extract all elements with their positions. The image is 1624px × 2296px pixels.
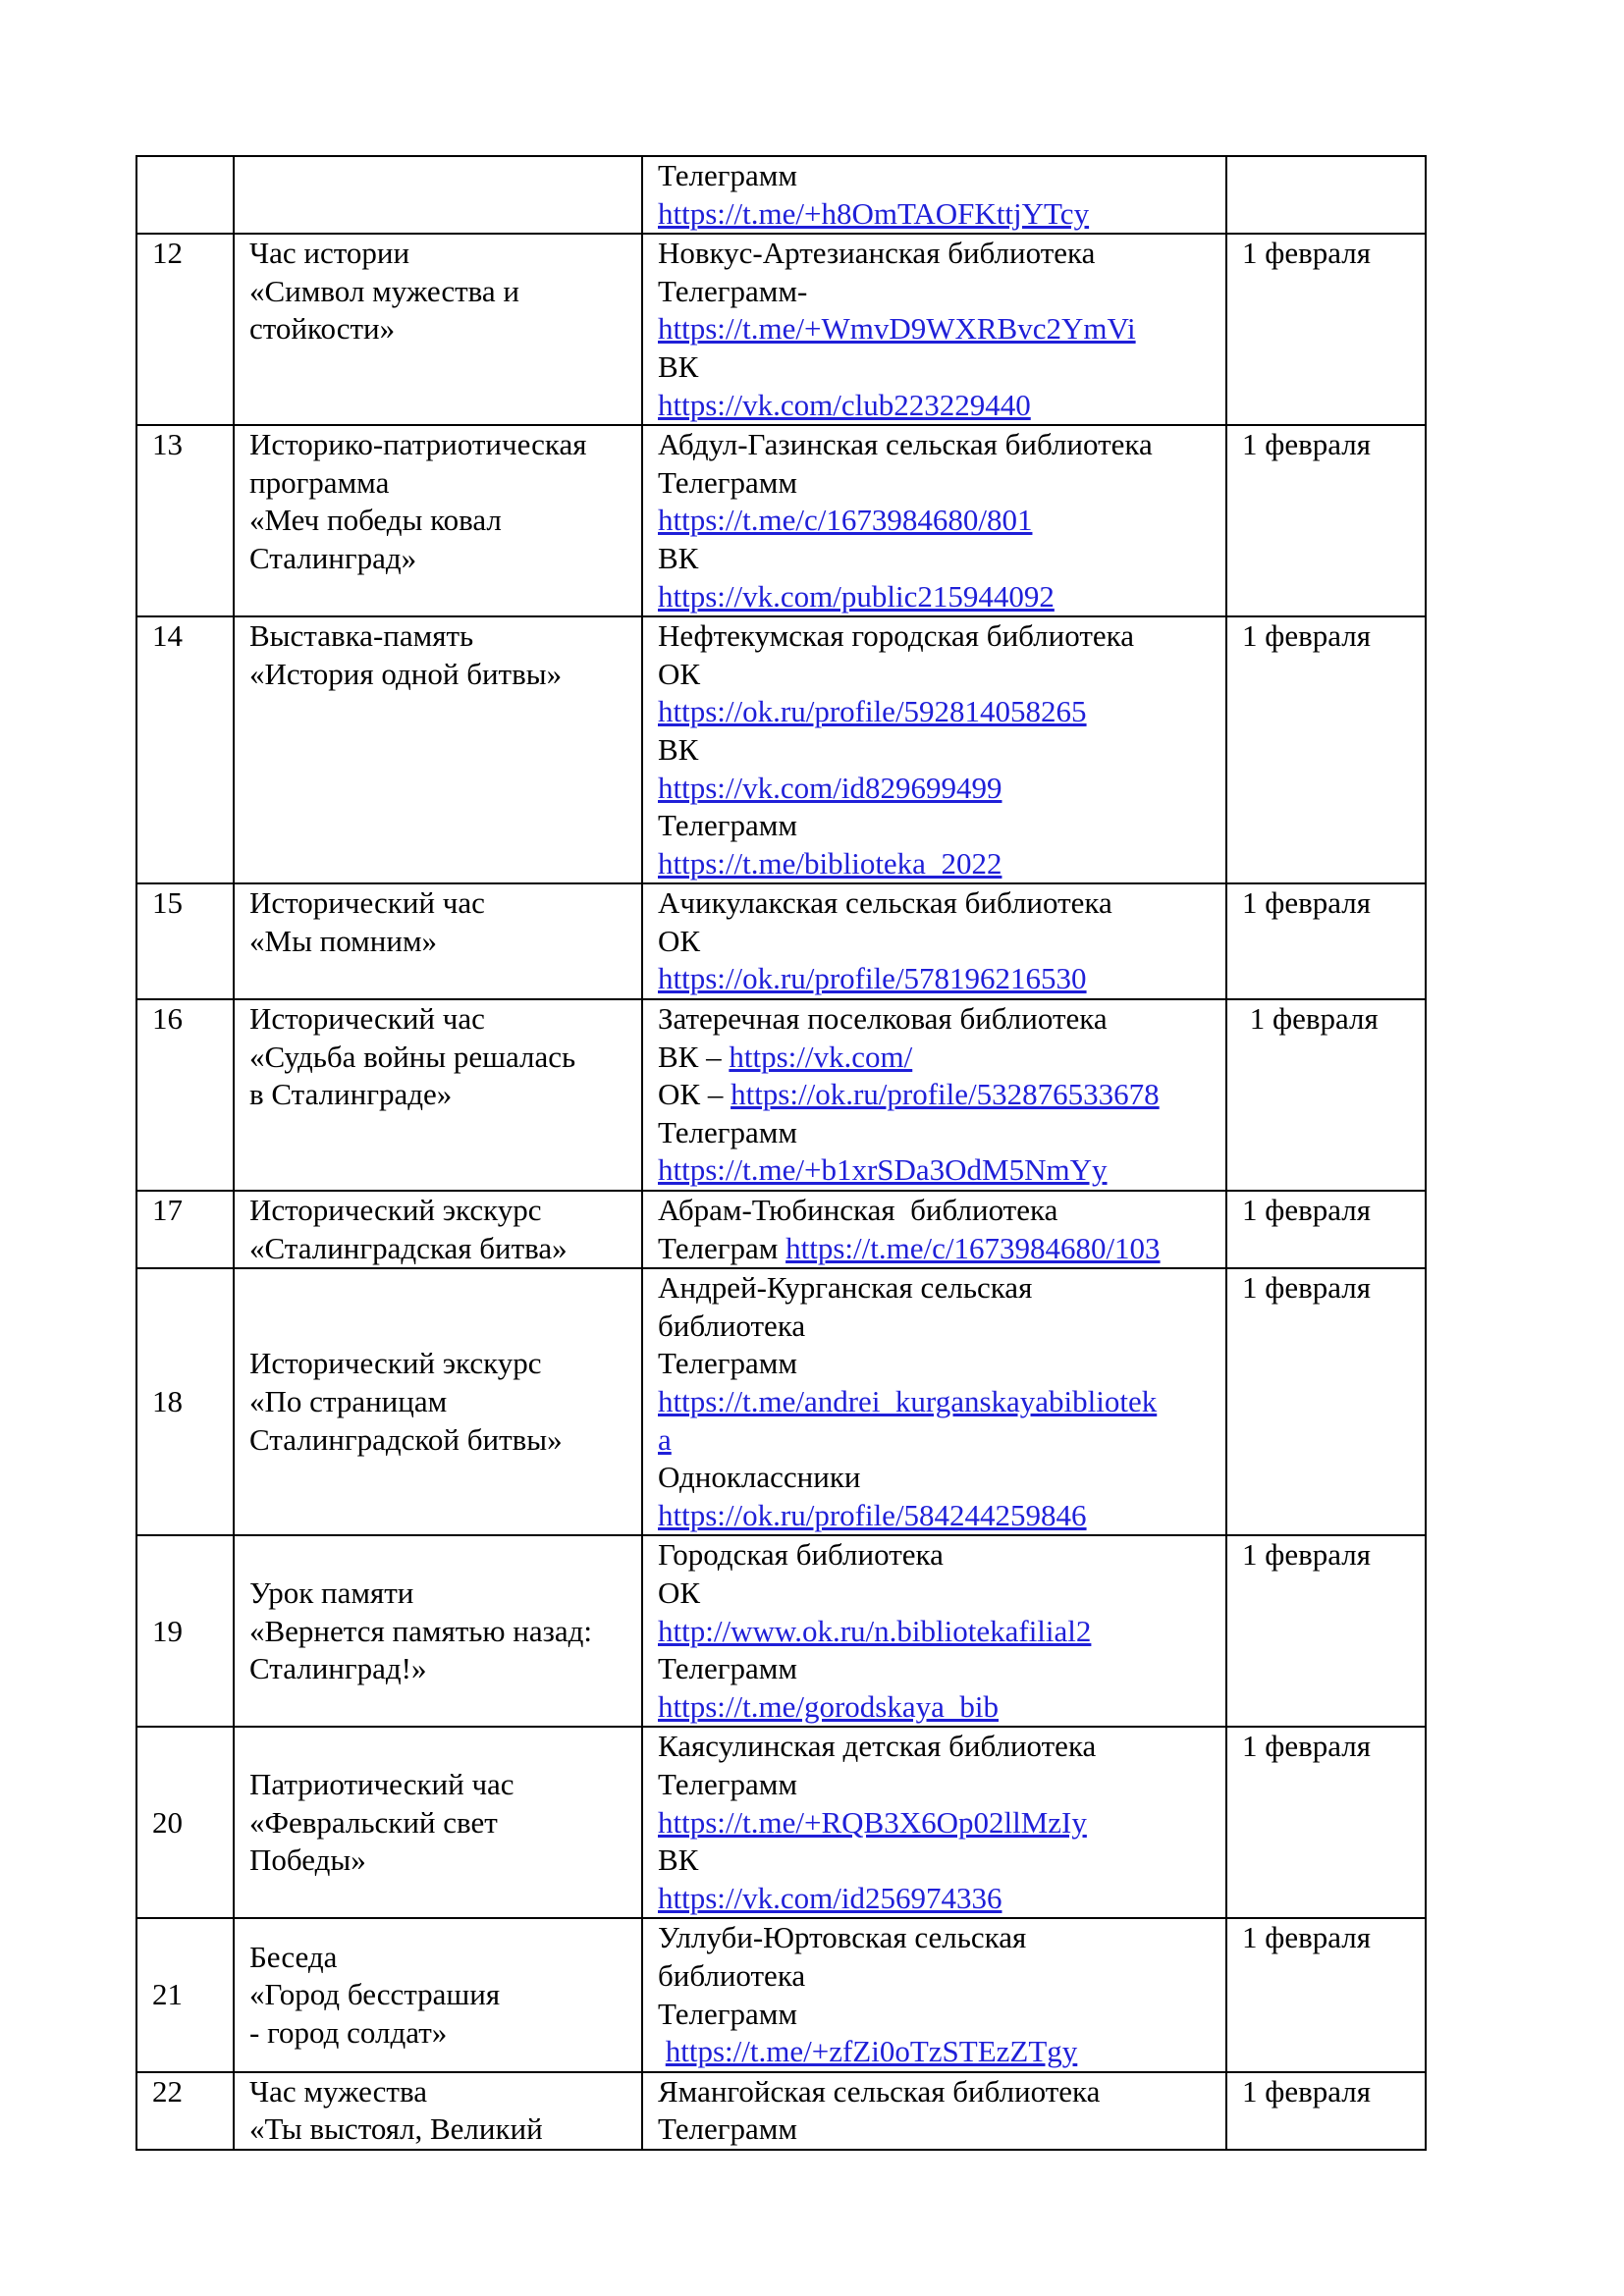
venue-text: Телеграмм xyxy=(658,158,797,192)
venue-text: Абрам-Тюбинская библиотека xyxy=(658,1193,1058,1228)
venue-links-cell xyxy=(642,1268,1226,1535)
venue-text: Телеграмм xyxy=(658,464,797,500)
social-link[interactable]: https://t.me/+RQB3X6Op02llMzIy xyxy=(658,1804,1087,1840)
row-number-cell xyxy=(136,1191,234,1268)
row-number-cell xyxy=(136,1535,234,1727)
event-title-line: Патриотический час xyxy=(249,1766,514,1801)
venue-links-cell xyxy=(642,616,1226,883)
row-number-cell xyxy=(136,883,234,999)
link-prefix-label xyxy=(658,2034,666,2068)
event-date: 1 февраля xyxy=(1242,236,1371,271)
venue-line xyxy=(658,387,1225,425)
table-row xyxy=(136,616,1426,883)
event-cell xyxy=(234,2072,642,2150)
row-number: 21 xyxy=(152,1977,183,2012)
social-link[interactable]: https://vk.com/id256974336 xyxy=(658,1880,1002,1915)
venue-links-cell xyxy=(642,425,1226,616)
event-title-line: «Мы помним» xyxy=(249,923,438,958)
event-cell xyxy=(234,1191,642,1268)
venue-text: Телеграмм xyxy=(658,1651,797,1686)
row-number-cell xyxy=(136,616,234,883)
venue-text: Андрей-Курганская сельская xyxy=(658,1270,1033,1306)
social-link[interactable]: https://ok.ru/profile/584244259846 xyxy=(658,1497,1087,1532)
event-title-line: «По страницам xyxy=(249,1384,448,1418)
table-row xyxy=(136,2072,1426,2150)
venue-line xyxy=(658,1039,1225,1077)
date-cell xyxy=(1226,1535,1426,1727)
venue-line xyxy=(658,960,1225,998)
date-cell xyxy=(1226,999,1426,1191)
venue-text: ВК xyxy=(658,1842,699,1878)
row-number: 16 xyxy=(152,1001,183,1037)
row-number-cell xyxy=(136,425,234,616)
venue-line xyxy=(658,1688,1225,1727)
event-title-line: «Судьба войны решалась xyxy=(249,1039,576,1074)
venue-line xyxy=(658,1766,1225,1804)
venue-text: Телеграмм xyxy=(658,1996,797,2031)
table-row xyxy=(136,999,1426,1191)
row-number-cell xyxy=(136,2072,234,2150)
event-title-line: Исторический экскурс xyxy=(249,1193,542,1228)
social-link[interactable]: https://t.me/+b1xrSDa3OdM5NmYy xyxy=(658,1152,1108,1188)
event-title-line: Исторический час xyxy=(249,885,485,921)
table-body xyxy=(136,156,1426,2150)
venue-line xyxy=(658,770,1225,808)
venue-line xyxy=(658,502,1225,540)
event-title-line: Исторический экскурс xyxy=(249,1346,542,1381)
venue-text: Телеграмм- xyxy=(658,273,808,308)
venue-text: библиотека xyxy=(658,1957,806,1993)
venue-line xyxy=(658,1497,1225,1535)
venue-text: Телеграмм xyxy=(658,2111,797,2147)
event-title-line: Час мужества xyxy=(249,2073,427,2109)
venue-line xyxy=(658,693,1225,731)
date-cell xyxy=(1226,156,1426,234)
event-title-line: Выставка-память xyxy=(249,618,474,654)
event-title-line: Историко-патриотическая xyxy=(249,427,587,462)
event-title-line: «История одной битвы» xyxy=(249,656,563,691)
event-title-line: «Город бесстрашия xyxy=(249,1977,501,2012)
event-title-line: «Вернется памятью назад: xyxy=(249,1613,593,1648)
venue-line xyxy=(658,1728,1225,1766)
event-title-line: Урок памяти xyxy=(249,1575,414,1610)
venue-line xyxy=(658,845,1225,883)
venue-text: Новкус-Артезианская библиотека xyxy=(658,236,1096,271)
event-title-line: - город солдат» xyxy=(249,2014,448,2050)
venue-line xyxy=(658,884,1225,923)
row-number-cell xyxy=(136,156,234,234)
table-row xyxy=(136,156,1426,234)
table-row xyxy=(136,1535,1426,1727)
event-title-line: Сталинград» xyxy=(249,540,417,575)
venue-links-cell xyxy=(642,234,1226,425)
social-link[interactable]: http://www.ok.ru/n.bibliotekafilial2 xyxy=(658,1613,1092,1648)
event-title-line: Сталинградской битвы» xyxy=(249,1421,563,1457)
row-number: 15 xyxy=(152,885,183,921)
venue-text: ОК xyxy=(658,923,701,958)
table-row xyxy=(136,883,1426,999)
table-row xyxy=(136,1268,1426,1535)
social-link[interactable]: a xyxy=(658,1421,672,1457)
venue-line xyxy=(658,1957,1225,1996)
venue-text: ОК xyxy=(658,1575,701,1610)
social-link[interactable]: https://t.me/+zfZi0oTzSTEzZTgy xyxy=(665,2034,1078,2069)
venue-line xyxy=(658,1000,1225,1039)
venue-text: Нефтекумская городская библиотека xyxy=(658,618,1134,654)
venue-line xyxy=(658,656,1225,694)
venue-line xyxy=(658,464,1225,503)
venue-line xyxy=(658,1536,1225,1575)
date-cell xyxy=(1226,883,1426,999)
events-table xyxy=(135,155,1427,2151)
row-number-cell xyxy=(136,999,234,1191)
venue-line xyxy=(658,273,1225,311)
venue-line xyxy=(658,235,1225,273)
row-number-cell xyxy=(136,234,234,425)
venue-text: библиотека xyxy=(658,1308,806,1343)
link-prefix-label: ОК – xyxy=(658,1077,731,1112)
venue-line xyxy=(658,540,1225,578)
row-number: 13 xyxy=(152,427,183,462)
social-link[interactable]: https://t.me/gorodskaya_bib xyxy=(658,1688,999,1724)
event-date: 1 февраля xyxy=(1242,618,1371,654)
event-title-line: Сталинград!» xyxy=(249,1651,427,1686)
date-cell xyxy=(1226,1727,1426,1918)
venue-text: Уллуби-Юртовская сельская xyxy=(658,1920,1027,1955)
venue-line xyxy=(658,1383,1225,1421)
row-number-cell xyxy=(136,1918,234,2071)
event-title-line: «Меч победы ковал xyxy=(249,503,502,538)
venue-links-cell xyxy=(642,1535,1226,1727)
link-prefix-label: ВК – xyxy=(658,1039,730,1074)
venue-line xyxy=(658,195,1225,234)
link-prefix-label: Телеграм xyxy=(658,1230,786,1265)
venue-line xyxy=(658,1114,1225,1152)
social-link[interactable]: https://ok.ru/profile/532876533678 xyxy=(731,1077,1160,1112)
event-cell xyxy=(234,234,642,425)
venue-line xyxy=(658,1421,1225,1460)
social-link[interactable]: https://t.me/biblioteka_2022 xyxy=(658,845,1002,881)
date-cell xyxy=(1226,2072,1426,2150)
event-title-line: стойкости» xyxy=(249,311,396,347)
event-date: 1 февраля xyxy=(1242,2073,1371,2109)
venue-text: ОК xyxy=(658,656,701,691)
social-link[interactable]: https://ok.ru/profile/578196216530 xyxy=(658,961,1087,996)
venue-line xyxy=(658,426,1225,464)
event-cell xyxy=(234,1918,642,2071)
venue-line xyxy=(658,1308,1225,1346)
venue-text: Абдул-Газинская сельская библиотека xyxy=(658,427,1153,462)
venue-links-cell xyxy=(642,999,1226,1191)
social-link[interactable]: https://t.me/+WmvD9WXRBvc2YmVi xyxy=(658,311,1136,347)
event-cell xyxy=(234,883,642,999)
venue-line xyxy=(658,157,1225,195)
event-cell xyxy=(234,425,642,616)
social-link[interactable]: https://t.me/andrei_kurganskayabibliotek xyxy=(658,1384,1158,1418)
venue-line xyxy=(658,1151,1225,1190)
venue-line xyxy=(658,1076,1225,1114)
event-date: 1 февраля xyxy=(1242,1193,1371,1228)
social-link[interactable]: https://t.me/+h8OmTAOFKttjYTcy xyxy=(658,195,1090,231)
venue-line xyxy=(658,1613,1225,1651)
date-cell xyxy=(1226,616,1426,883)
table-row xyxy=(136,425,1426,616)
venue-line xyxy=(658,310,1225,348)
venue-links-cell xyxy=(642,1727,1226,1918)
venue-line xyxy=(658,1919,1225,1957)
event-date: 1 февраля xyxy=(1242,1001,1379,1037)
event-cell xyxy=(234,1268,642,1535)
venue-line xyxy=(658,1842,1225,1880)
venue-line xyxy=(658,731,1225,770)
venue-line xyxy=(658,1996,1225,2034)
venue-line xyxy=(658,1804,1225,1842)
row-number: 19 xyxy=(152,1613,183,1648)
row-number-cell xyxy=(136,1268,234,1535)
table-row xyxy=(136,234,1426,425)
venue-text: Каясулинская детская библиотека xyxy=(658,1729,1097,1764)
venue-text: ВК xyxy=(658,540,699,575)
date-cell xyxy=(1226,1191,1426,1268)
row-number: 20 xyxy=(152,1804,183,1840)
venue-line xyxy=(658,617,1225,656)
venue-line xyxy=(658,1269,1225,1308)
date-cell xyxy=(1226,425,1426,616)
venue-line xyxy=(658,348,1225,387)
row-number: 14 xyxy=(152,618,183,654)
social-link[interactable]: https://t.me/c/1673984680/103 xyxy=(785,1230,1161,1265)
venue-text: Телеграмм xyxy=(658,1114,797,1149)
venue-text: Телеграмм xyxy=(658,1766,797,1801)
event-title-line: программа xyxy=(249,464,390,500)
venue-line xyxy=(658,1459,1225,1497)
event-date: 1 февраля xyxy=(1242,1537,1371,1573)
venue-line xyxy=(658,578,1225,616)
social-link[interactable]: https://vk.com/ xyxy=(729,1039,913,1074)
event-title-line: в Сталинграде» xyxy=(249,1077,453,1112)
venue-links-cell xyxy=(642,1918,1226,2071)
venue-line xyxy=(658,2033,1225,2071)
social-link[interactable]: https://ok.ru/profile/592814058265 xyxy=(658,694,1087,729)
event-title-line: Исторический час xyxy=(249,1001,485,1037)
venue-links-cell xyxy=(642,883,1226,999)
venue-line xyxy=(658,1575,1225,1613)
event-date: 1 февраля xyxy=(1242,1729,1371,1764)
venue-text: Городская библиотека xyxy=(658,1537,944,1573)
event-cell xyxy=(234,999,642,1191)
row-number: 22 xyxy=(152,2073,183,2109)
date-cell xyxy=(1226,1268,1426,1535)
event-title-line: «Февральский свет xyxy=(249,1804,498,1840)
venue-text: Ачикулакская сельская библиотека xyxy=(658,885,1112,921)
social-link[interactable]: https://vk.com/public215944092 xyxy=(658,578,1055,614)
social-link[interactable]: https://t.me/c/1673984680/801 xyxy=(658,503,1033,538)
venue-links-cell xyxy=(642,2072,1226,2150)
venue-line xyxy=(658,1192,1225,1230)
venue-line xyxy=(658,807,1225,845)
event-cell xyxy=(234,616,642,883)
event-title-line: «Сталинградская битва» xyxy=(249,1230,568,1265)
event-date: 1 февраля xyxy=(1242,427,1371,462)
social-link[interactable]: https://vk.com/id829699499 xyxy=(658,770,1002,805)
table-row xyxy=(136,1727,1426,1918)
venue-line xyxy=(658,1230,1225,1268)
venue-links-cell xyxy=(642,156,1226,234)
event-date: 1 февраля xyxy=(1242,1920,1371,1955)
date-cell xyxy=(1226,234,1426,425)
venue-links-cell xyxy=(642,1191,1226,1268)
venue-text: Телеграмм xyxy=(658,808,797,843)
row-number: 17 xyxy=(152,1193,183,1228)
event-title-line: «Символ мужества и xyxy=(249,273,520,308)
venue-line xyxy=(658,923,1225,961)
social-link[interactable]: https://vk.com/club223229440 xyxy=(658,387,1031,422)
event-title-line: «Ты выстоял, Великий xyxy=(249,2111,543,2147)
event-title-line: Час истории xyxy=(249,236,410,271)
event-date: 1 февраля xyxy=(1242,1270,1371,1306)
event-cell xyxy=(234,1727,642,1918)
row-number: 18 xyxy=(152,1384,183,1418)
row-number: 12 xyxy=(152,236,183,271)
row-number-cell xyxy=(136,1727,234,1918)
event-title-line: Беседа xyxy=(249,1939,338,1974)
venue-text: ВК xyxy=(658,348,699,384)
venue-line xyxy=(658,2110,1225,2149)
event-date: 1 февраля xyxy=(1242,885,1371,921)
venue-text: ВК xyxy=(658,731,699,767)
venue-text: Телеграмм xyxy=(658,1346,797,1381)
venue-line xyxy=(658,1650,1225,1688)
venue-line xyxy=(658,2073,1225,2111)
table-row xyxy=(136,1918,1426,2071)
venue-text: Ямангойская сельская библиотека xyxy=(658,2073,1101,2109)
venue-line xyxy=(658,1345,1225,1383)
table-row xyxy=(136,1191,1426,1268)
venue-text: Затеречная поселковая библиотека xyxy=(658,1001,1108,1037)
event-title-line: Победы» xyxy=(249,1842,366,1878)
event-cell xyxy=(234,1535,642,1727)
date-cell xyxy=(1226,1918,1426,2071)
venue-line xyxy=(658,1880,1225,1918)
event-cell xyxy=(234,156,642,234)
venue-text: Одноклассники xyxy=(658,1460,861,1495)
